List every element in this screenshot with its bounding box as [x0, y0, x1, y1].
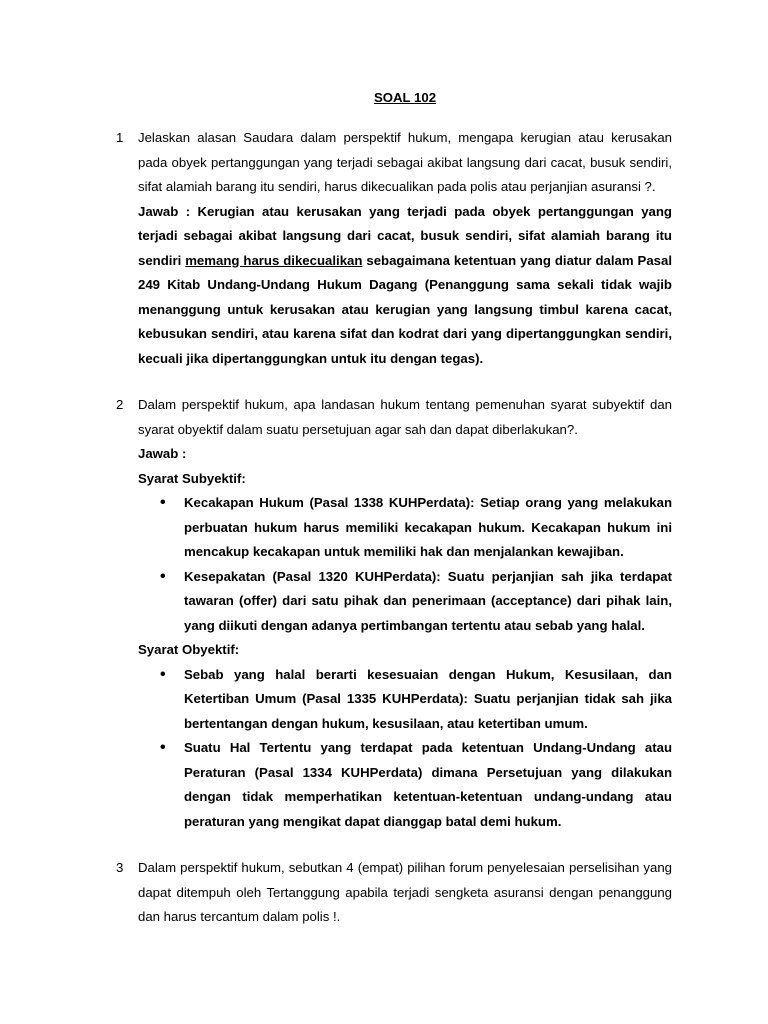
document-title: SOAL 102: [373, 90, 437, 105]
answer-part-2: sebagaimana ketentuan yang diatur dalam Pasal 249 Kitab Undang-Undang Hukum Dagang (Penanggung sama sekali tidak wajib menanggung untuk kerusakan atau kerugian yang langsung timbul karena cacat, kebusukan sendiri, atau karena sifat dan kodrat dari yang dipertanggungkan sendiri, kecuali jika dipertanggungkan untuk itu dengan tegas).: [138, 252, 672, 366]
list-item: • Kesepakatan (Pasal 1320 KUHPerdata): Suatu perjanjian sah jika terdapat tawaran (offer) dari satu pihak dan penerimaan (acceptance) dari pihak lain, yang diikuti dengan adanya pertimbangan tertentu atau sebab yang halal.: [184, 565, 672, 639]
answer-underlined: memang harus dikecualikan: [185, 252, 363, 268]
question-2: [116, 393, 672, 834]
question-text: Jelaskan alasan Saudara dalam perspektif hukum, mengapa kerugian atau kerusakan pada obyek pertanggungan yang terjadi sebagai akibat langsung dari cacat, busuk sendiri, sifat alamiah barang itu sendiri, harus dikecualikan pada polis atau perjanjian asuransi ?.: [138, 130, 672, 194]
objective-heading: Syarat Obyektif:: [138, 642, 240, 657]
question-3: [116, 856, 672, 930]
list-item: • Suatu Hal Tertentu yang terdapat pada ketentuan Undang-Undang atau Peraturan (Pasal 1334 KUHPerdata) dimana Persetujuan yang dilakukan dengan tidak memperhatikan ketentuan-ketentuan undang-undang atau peraturan yang mengikat dapat dianggap batal demi hukum.: [184, 736, 672, 834]
question-text: Dalam perspektif hukum, sebutkan 4 (empat) pilihan forum penyelesaian perselisihan yang dapat ditempuh oleh Tertanggung apabila terjadi sengketa asuransi dengan penanggung dan harus tercantum dalam polis !.: [138, 860, 672, 924]
list-item: • Sebab yang halal berarti kesesuaian dengan Hukum, Kesusilaan, dan Ketertiban Umum (Pasal 1335 KUHPerdata): Suatu perjanjian tidak sah jika bertentangan dengan hukum, kesusilaan, atau ketertiban umum.: [184, 663, 672, 737]
list-item: • Kecakapan Hukum (Pasal 1338 KUHPerdata): Setiap orang yang melakukan perbuatan hukum harus memiliki kecakapan hukum. Kecakapan hukum ini mencakup kecakapan untuk memiliki hak dan menjalankan kewajiban.: [184, 491, 672, 565]
objective-list: [138, 663, 672, 835]
question-number: 2: [116, 397, 124, 412]
answer-text: [138, 200, 672, 372]
question-text: Dalam perspektif hukum, apa landasan hukum tentang pemenuhan syarat subyektif dan syarat obyektif dalam suatu persetujuan agar sah dan dapat diberlakukan?.: [138, 397, 672, 437]
subjective-list: [138, 491, 672, 638]
answer-part-1: Jawab : Kerugian atau kerusakan yang terjadi pada obyek pertanggungan yang terjadi sebagai akibat langsung dari cacat, busuk sendiri, sifat alamiah barang itu sendiri: [138, 203, 672, 268]
question-number: 3: [116, 860, 124, 875]
question-number: 1: [116, 130, 124, 145]
question-1: [116, 126, 672, 371]
subjective-heading: Syarat Subyektif:: [138, 470, 246, 486]
answer-label: Jawab :: [138, 446, 187, 461]
